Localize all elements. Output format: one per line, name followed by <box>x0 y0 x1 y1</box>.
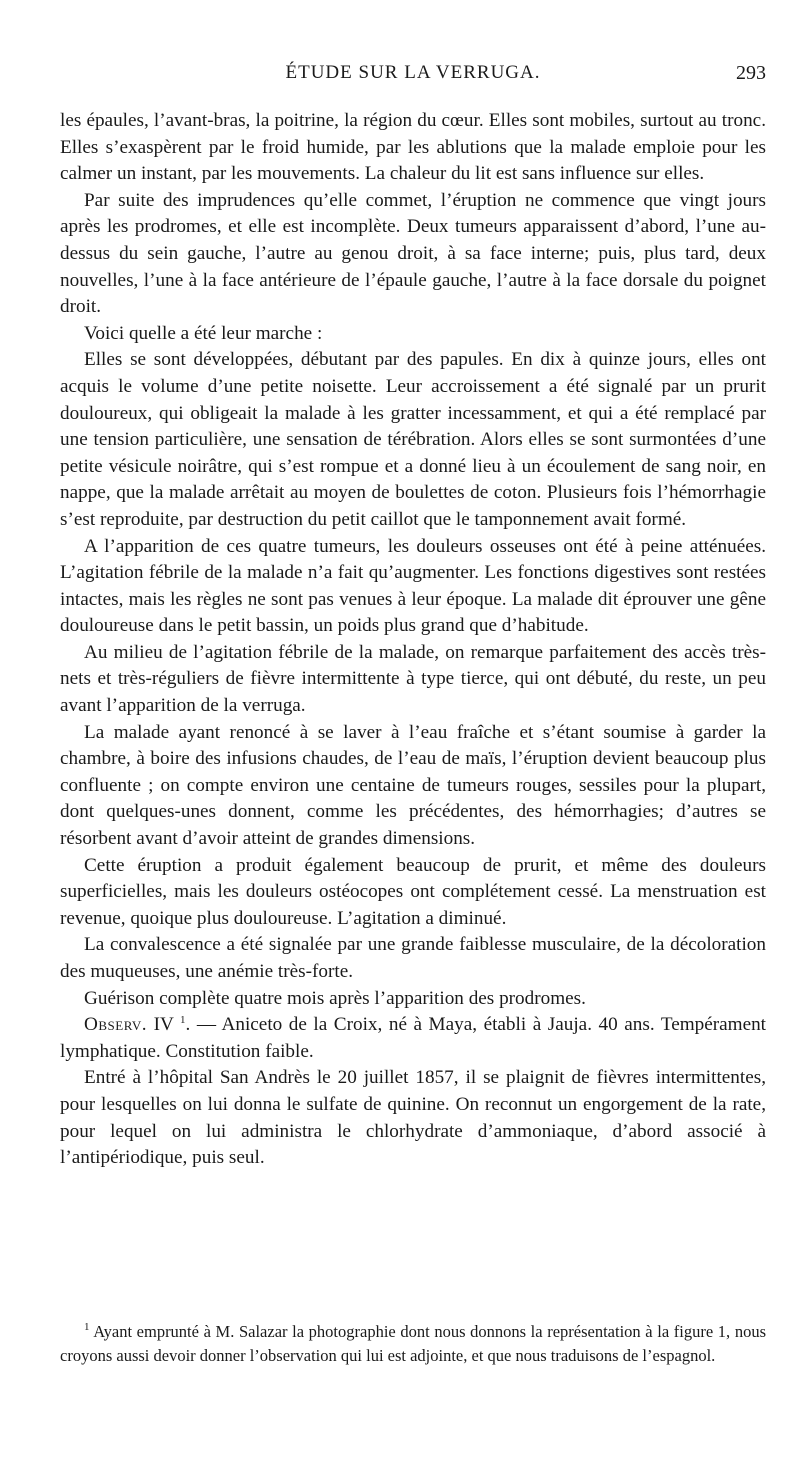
page-number: 293 <box>736 62 766 84</box>
footnote-reference[interactable]: 1 <box>180 1014 186 1027</box>
running-title: ÉTUDE SUR LA VERRUGA. <box>285 62 541 83</box>
paragraph: les épaules, l’avant-bras, la poitrine, la région du cœur. Elles sont mobiles, surtout au tronc. Elles s’exaspèrent par le froid humide, par les ablutions que la malade emploie pour les calmer un instant, par les mouvements. La chaleur du lit est sans influence sur elles. <box>60 110 766 185</box>
observation-paragraph <box>60 1012 766 1065</box>
paragraph: Guérison complète quatre mois après l’apparition des prodromes. <box>84 987 586 1009</box>
paragraph: Par suite des imprudences qu’elle commet, l’éruption ne commence que vingt jours après les prodromes, et elle est incomplète. Deux tumeurs apparaissent d’abord, l’une au-dessus du sein gauche, l’autre au genou droit, à sa face interne; puis, plus tard, deux nouvelles, l’une à la face antérieure de l’épaule gauche, l’autre à la face dorsale du poignet droit. <box>60 189 766 318</box>
paragraph: Voici quelle a été leur marche : <box>84 322 323 344</box>
footnotes <box>60 1320 766 1368</box>
paragraph: Au milieu de l’agitation fébrile de la malade, on remarque parfaitement des accès très-nets et très-réguliers de fièvre intermittente à type tierce, qui ont débuté, du reste, un peu avant l’apparition de la verruga. <box>60 641 766 717</box>
observation-text: . — Aniceto de la Croix, né à Maya, établi à Jauja. 40 ans. Tempérament lymphatique. Constitution faible. <box>60 1014 767 1062</box>
page-header <box>60 62 766 92</box>
footnote <box>60 1320 766 1368</box>
observation-number: IV <box>153 1014 174 1036</box>
paragraph: A l’apparition de ces quatre tumeurs, les douleurs osseuses ont été à peine atténuées. L’agitation fébrile de la malade n’a fait qu’augmenter. Les fonctions digestives sont restées intactes, mais les règles ne sont pas venues à leur époque. La malade dit éprouver une gêne douloureuse dans le petit bassin, un poids plus grand que d’habitude. <box>60 535 766 637</box>
body-text <box>60 108 766 1172</box>
paragraph: La malade ayant renoncé à se laver à l’eau fraîche et s’étant soumise à garder la chambre, à boire des infusions chaudes, de l’eau de maïs, l’éruption devient beaucoup plus confluente ; on compte environ une centaine de tumeurs rouges, sessiles pour la plupart, dont quelques-unes donnent, comme les précédentes, des hémorrhagies; d’autres se résorbent avant d’avoir atteint de grandes dimensions. <box>60 721 766 850</box>
paragraph: Cette éruption a produit également beaucoup de prurit, et même des douleurs superficielles, mais les douleurs ostéocopes ont complétement cessé. La menstruation est revenue, quoique plus douloureuse. L’agitation a diminué. <box>60 854 766 929</box>
paragraph: Entré à l’hôpital San Andrès le 20 juillet 1857, il se plaignit de fièvres intermittentes, pour lesquelles on lui donna le sulfate de quinine. On reconnut un engorgement de la rate, pour lequel on lui administra le chlorhydrate d’ammoniaque, d’abord associé à l’antipériodique, puis seul. <box>60 1067 766 1169</box>
paragraph: Elles se sont développées, débutant par des papules. En dix à quinze jours, elles ont acquis le volume d’une petite noisette. Leur accroissement a été signalé par un prurit douloureux, qui obligeait la malade à les gratter incessamment, et qui a été remplacé par une tension particulière, une sensation de térébration. Alors elles se sont surmontées d’une petite vésicule noirâtre, qui s’est rompue et a donné lieu à un écoulement de sang noir, en nappe, que la malade arrêtait au moyen de boulettes de coton. Plusieurs fois l’hémorrhagie s’est reproduite, par destruction du petit caillot que le tamponnement avait formé. <box>60 349 766 530</box>
paragraph: La convalescence a été signalée par une grande faiblesse musculaire, de la décoloration des muqueuses, une anémie très-forte. <box>60 934 766 982</box>
footnote-marker: 1 <box>84 1321 90 1333</box>
footnote-text: Ayant emprunté à M. Salazar la photographie dont nous donnons la représentation à la figure 1, nous croyons aussi devoir donner l’observation qui lui est adjointe, et que nous traduisons de l’espagnol. <box>60 1322 766 1365</box>
observation-label: Observ. <box>84 1014 148 1036</box>
